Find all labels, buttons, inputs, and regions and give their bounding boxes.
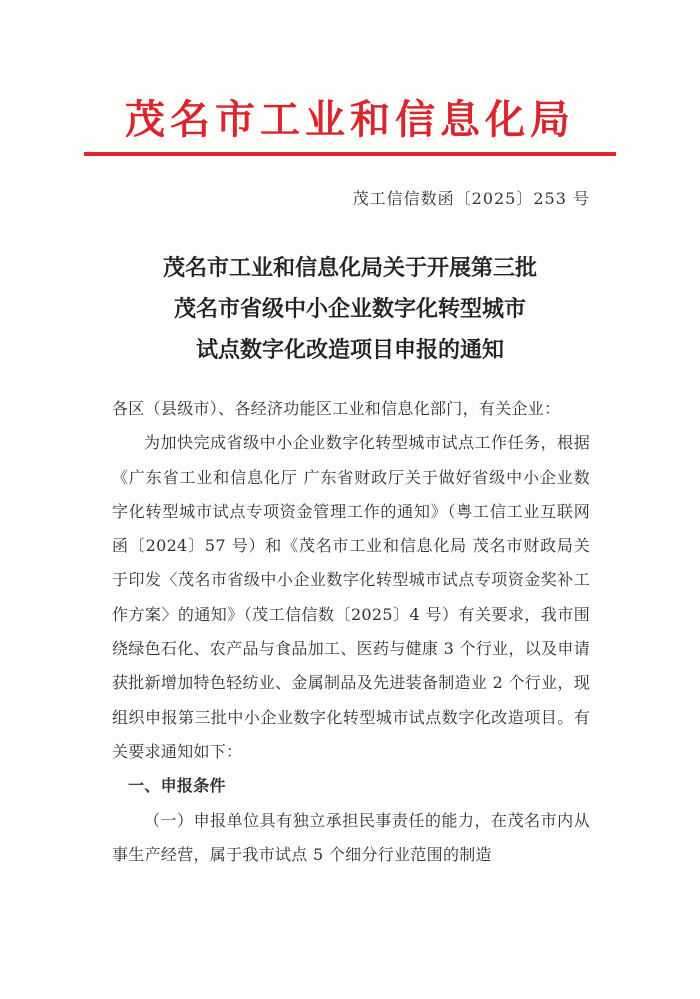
document-body (112, 392, 590, 872)
document-title (0, 248, 700, 371)
title-line-2: 茂名市省级中小企业数字化转型城市 (173, 296, 526, 322)
title-line-3: 试点数字化改造项目申报的通知 (195, 337, 504, 363)
red-divider-line (84, 152, 616, 156)
document-number: 茂工信信数函〔2025〕253 号 (352, 189, 590, 208)
paragraph-conditions-1: （一）申报单位具有独立承担民事责任的能力，在茂名市内从事生产经营，属于我市试点 5 个细分行业范围的制造 (112, 810, 590, 864)
paragraph-intro: 为加快完成省级中小企业数字化转型城市试点工作任务，根据《广东省工业和信息化厅 广东省财政厅关于做好省级中小企业数字化转型城市试点专项资金管理工作的通知》（粤工信工业互联网函〔2024〕57 号）和《茂名市工业和信息化局 茂名市财政局关于印发〈茂名市省级中小企业数字化转型城市试点专项资金奖补工作方案〉的通知》（茂工信信数〔2025〕4 号）有关要求，我市围绕绿色石化、农产品与食品加工、医药与健康 3 个行业，以及申请获批新增加特色轻纺业、金属制品及先进装备制造业 2 个行业，现组织申报第三批中小企业数字化转型城市试点数字化改造项目。有关要求通知如下： (112, 433, 590, 761)
salutation: 各区（县级市）、各经济功能区工业和信息化部门，有关企业： (112, 399, 561, 418)
issuing-organization: 茂名市工业和信息化局 (125, 96, 575, 143)
title-line-1: 茂名市工业和信息化局关于开展第三批 (162, 255, 537, 281)
section-heading-1: 一、申报条件 (128, 776, 226, 796)
